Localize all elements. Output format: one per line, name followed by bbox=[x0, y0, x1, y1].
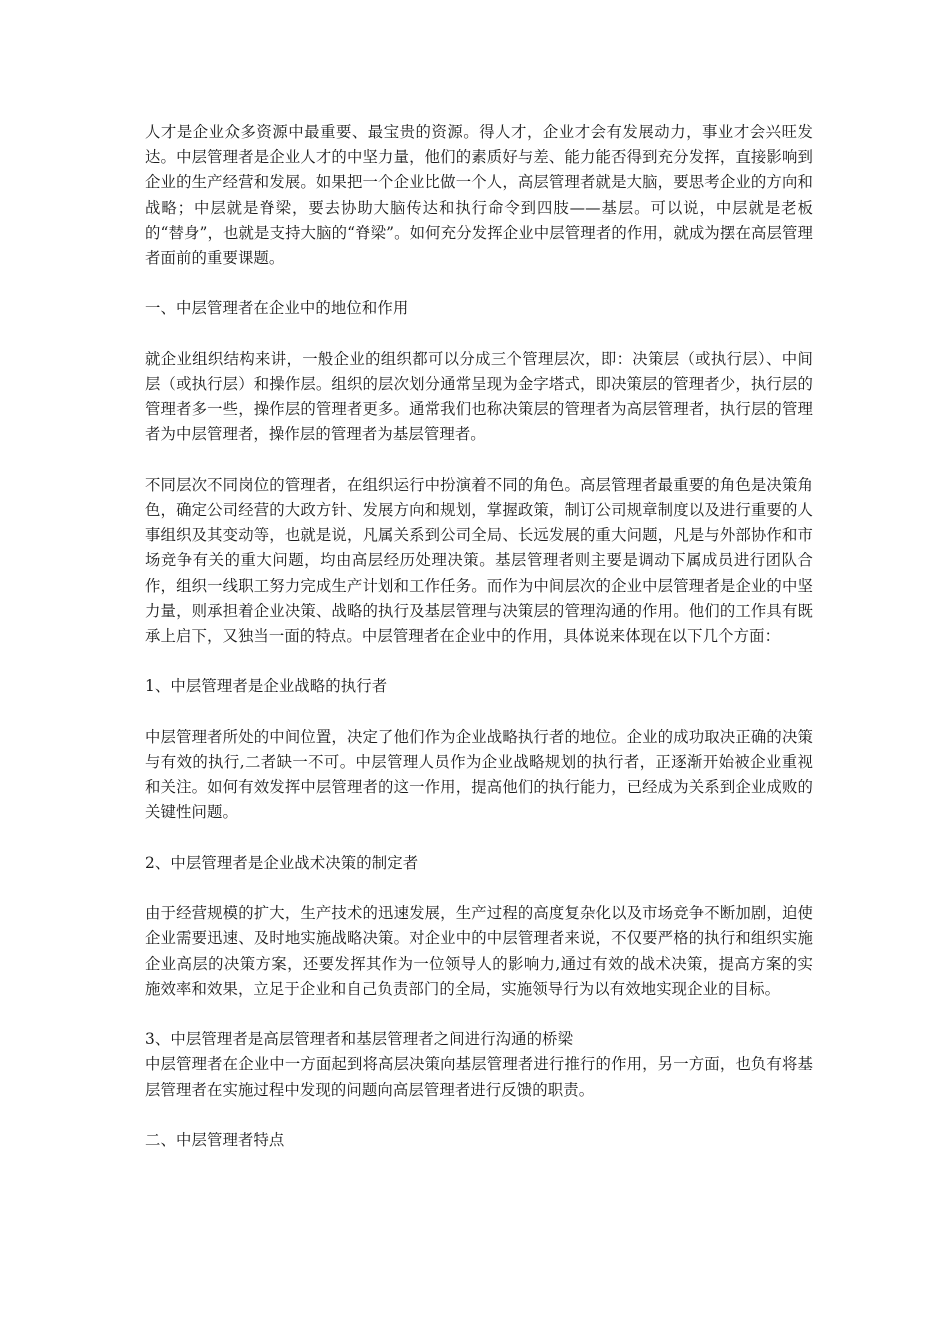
section-1-paragraph-1: 就企业组织结构来讲，一般企业的组织都可以分成三个管理层次，即：决策层（或执行层）、中间层（或执行层）和操作层。组织的层次划分通常呈现为金字塔式，即决策层的管理者少，执行层的管理者多一些，操作层的管理者更多。通常我们也称决策层的管理者为高层管理者，执行层的管理者为中层管理者，操作层的管理者为基层管理者。 bbox=[145, 349, 813, 444]
point-2-heading: 2、中层管理者是企业战术决策的制定者 bbox=[145, 853, 419, 872]
point-3-paragraph: 中层管理者在企业中一方面起到将高层决策向基层管理者进行推行的作用，另一方面，也负有将基层管理者在实施过程中发现的问题向高层管理者进行反馈的职责。 bbox=[145, 1055, 813, 1099]
point-1-paragraph: 中层管理者所处的中间位置，决定了他们作为企业战略执行者的地位。企业的成功取决正确的决策与有效的执行,二者缺一不可。中层管理人员作为企业战略规划的执行者，正逐渐开始被企业重视和关注。如何有效发挥中层管理者的这一作用，提高他们的执行能力，已经成为关系到企业成败的关键性问题。 bbox=[145, 727, 813, 822]
intro-paragraph: 人才是企业众多资源中最重要、最宝贵的资源。得人才，企业才会有发展动力，事业才会兴旺发达。中层管理者是企业人才的中坚力量，他们的素质好与差、能力能否得到充分发挥，直接影响到企业的生产经营和发展。如果把一个企业比做一个人，高层管理者就是大脑，要思考企业的方向和战略；中层就是脊梁，要去协助大脑传达和执行命令到四肢——基层。可以说，中层就是老板的“替身”，也就是支持大脑的“脊梁”。如何充分发挥企业中层管理者的作用，就成为摆在高层管理者面前的重要课题。 bbox=[145, 123, 813, 268]
point-3-heading: 3、中层管理者是高层管理者和基层管理者之间进行沟通的桥梁 bbox=[145, 1030, 574, 1049]
section-2-heading: 二、中层管理者特点 bbox=[145, 1130, 285, 1149]
point-1-heading: 1、中层管理者是企业战略的执行者 bbox=[145, 677, 388, 696]
section-1-heading: 一、中层管理者在企业中的地位和作用 bbox=[145, 299, 409, 318]
section-1-paragraph-2: 不同层次不同岗位的管理者，在组织运行中扮演着不同的角色。高层管理者最重要的角色是决策角色，确定公司经营的大政方针、发展方向和规划，掌握政策，制订公司规章制度以及进行重要的人事组织及其变动等，也就是说，凡属关系到公司全局、长远发展的重大问题，凡是与外部协作和市场竞争有关的重大问题，均由高层经历处理决策。基层管理者则主要是调动下属成员进行团队合作，组织一线职工努力完成生产计划和工作任务。而作为中间层次的企业中层管理者是企业的中坚力量，则承担着企业决策、战略的执行及基层管理与决策层的管理沟通的作用。他们的工作具有既承上启下，又独当一面的特点。中层管理者在企业中的作用，具体说来体现在以下几个方面： bbox=[145, 475, 813, 646]
document-body bbox=[145, 120, 813, 1178]
point-2-paragraph: 由于经营规模的扩大，生产技术的迅速发展，生产过程的高度复杂化以及市场竞争不断加剧，迫使企业需要迅速、及时地实施战略决策。对企业中的中层管理者来说，不仅要严格的执行和组织实施企业高层的决策方案，还要发挥其作为一位领导人的影响力,通过有效的战术决策，提高方案的实施效率和效果，立足于企业和自己负责部门的全局，实施领导行为以有效地实现企业的目标。 bbox=[145, 904, 813, 998]
